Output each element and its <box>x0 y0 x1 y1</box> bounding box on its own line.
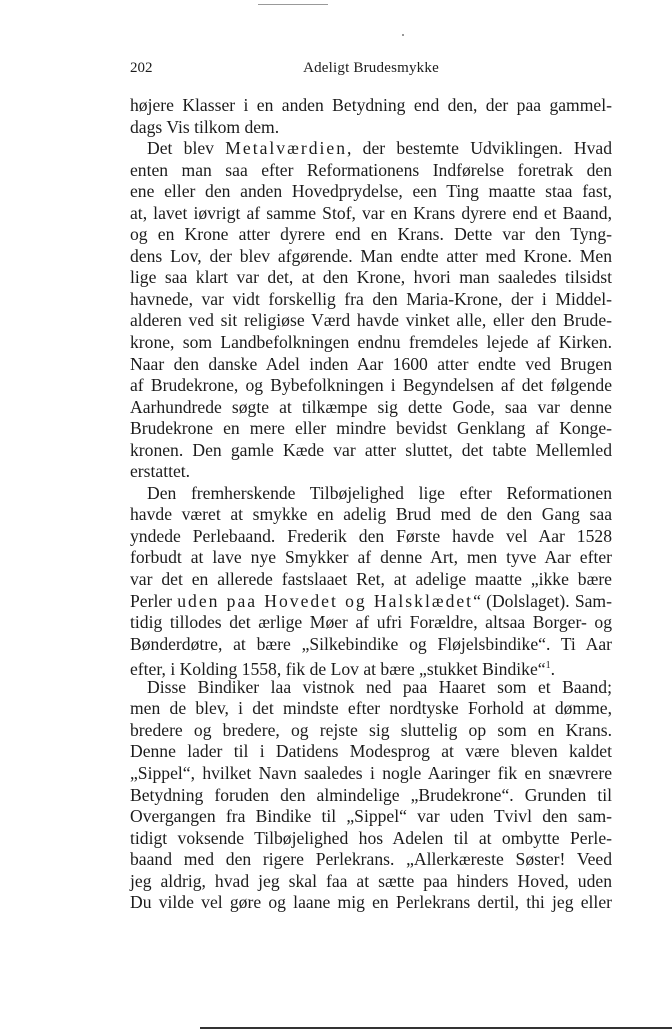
text-segment: , der bestemte Udviklingen. Hvad <box>347 138 612 159</box>
text-line: yndede Perlebaand. Frederik den Første havde vel Aar 1528 <box>130 525 612 546</box>
text-line: forbudt at lave nye Smykker af denne Art, men tyve Aar efter <box>130 547 612 568</box>
text-line: af Brudekrone, og Bybefolkningen i Begyndelsen af det følgende <box>130 375 612 396</box>
text-line: var det en allerede fastslaaet Ret, at adelige maatte „ikke bære <box>130 569 612 590</box>
text-line: baand med den rigere Perlekrans. „Allerkæreste Søster! Veed <box>130 849 612 870</box>
text-line: Disse Bindiker laa vistnok ned paa Haaret som et Baand; <box>147 676 612 697</box>
text-line: krone, som Landbefolkningen endnu fremdeles lejede af Kirken. <box>130 332 612 353</box>
text-line: erstattet. <box>130 461 191 482</box>
text-line: tidig tillodes det ærlige Møer af ufri Forældre, altsaa Borger- og <box>130 612 612 633</box>
text-segment: . <box>550 659 555 680</box>
text-line: højere Klasser i en anden Betydning end den, der paa gammel- <box>130 95 612 115</box>
text-segment: efter, i Kolding 1558, fik de Lov at bære „stukket Bindike“ <box>130 659 546 680</box>
text-line: men de blev, i det mindste efter nordtyske Forhold at dømme, <box>130 698 612 719</box>
text-line <box>130 655 612 680</box>
text-line: „Sippel“, hvilket Navn saaledes i nogle Aaringer fik en snævrere <box>130 762 612 783</box>
spaced-emphasis: uden paa Hovedet og Halsklædet <box>177 590 474 611</box>
text-line: Aarhundrede søgte at tilkæmpe sig dette Gode, saa var denne <box>130 396 612 417</box>
text-line: Denne lader til i Datidens Modesprog at være bleven kaldet <box>130 741 612 762</box>
page-number: 202 <box>130 60 153 76</box>
text-line: Den fremherskende Tilbøjelighed lige efter Reformationen <box>147 482 612 503</box>
text-line: Betydning foruden den almindelige „Brudekrone“. Grunden til <box>130 784 612 805</box>
text-line: bredere og bredere, og rejste sig sluttelig op som en Krans. <box>130 719 612 740</box>
text-line: Du vilde vel gøre og laane mig en Perlekrans dertil, thi jeg eller <box>130 892 612 913</box>
text-line: alderen ved sit religiøse Værd havde vinket alle, eller den Brude- <box>130 310 612 331</box>
text-line: havnede, var vidt forskellig fra den Maria-Krone, der i Middel- <box>130 288 612 309</box>
text-line: tidigt voksende Tilbøjelighed hos Adelen til at ombytte Perle- <box>130 827 612 848</box>
page-header <box>130 60 612 80</box>
text-line: Brudekrone en mere eller mindre bevidst Genklang af Konge- <box>130 418 612 439</box>
page-body <box>130 95 612 914</box>
text-segment: Perler <box>130 590 178 611</box>
text-line: havde været at smykke en adelig Brud med de den Gang saa <box>130 504 612 525</box>
speck-mark <box>402 34 404 36</box>
spaced-emphasis: Metalværdien <box>225 138 347 159</box>
text-line: enten man saa efter Reformationens Indførelse foretrak den <box>130 159 612 180</box>
text-line: jeg aldrig, hvad jeg skal faa at sætte paa hinders Hoved, uden <box>130 870 612 891</box>
text-line: kronen. Den gamle Kæde var atter sluttet, det tabte Mellemled <box>130 439 612 460</box>
running-title: Adeligt Brudesmykke <box>303 60 439 76</box>
text-line: Naar den danske Adel inden Aar 1600 atter endte ved Brugen <box>130 353 612 374</box>
text-line: ene eller den anden Hovedprydelse, een Ting maatte staa fast, <box>130 181 612 202</box>
text-segment: “ (Dolslaget). Sam- <box>473 590 612 611</box>
text-line: dags Vis tilkom dem. <box>130 116 280 137</box>
text-line <box>130 138 612 160</box>
text-line <box>130 591 612 613</box>
text-segment: Det blev <box>147 138 226 159</box>
footnote-ref: 1 <box>545 660 551 672</box>
top-rule <box>258 4 328 5</box>
text-line: dens Lov, der blev afgørende. Man endte atter med Krone. Men <box>130 245 612 266</box>
text-line: og en Krone atter dyrere end en Krans. Dette var den Tyng- <box>130 224 612 245</box>
bottom-rule <box>200 1027 672 1029</box>
text-line: Bønderdøtre, at bære „Silkebindike og Fløjelsbindike“. Ti Aar <box>130 633 612 654</box>
text-line: lige saa klart var det, at den Krone, hvori man saaledes tilsidst <box>130 267 612 288</box>
text-line: Overgangen fra Bindike til „Sippel“ var uden Tvivl den sam- <box>130 806 612 827</box>
text-line: at, lavet iøvrigt af samme Stof, var en Krans dyrere end et Baand, <box>130 202 612 223</box>
